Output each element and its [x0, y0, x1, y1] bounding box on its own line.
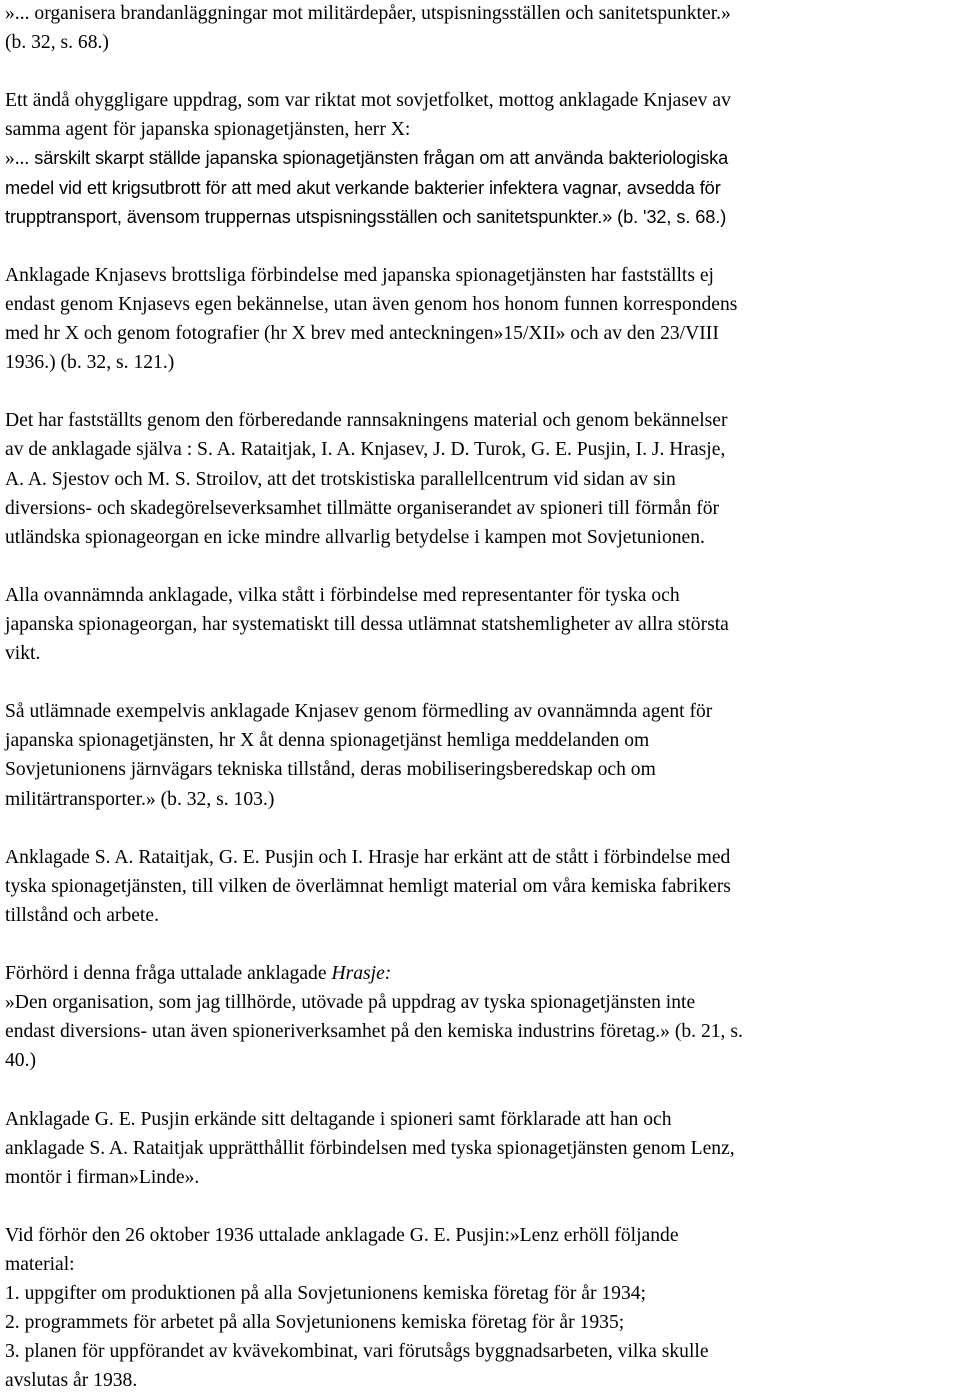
text-line: (b. 32, s. 68.) — [5, 32, 109, 54]
paragraph-1 — [5, 0, 957, 57]
text-line: medel vid ett krigsutbrott för att med akut verkande bakterier infektera vagnar, avsedda för — [5, 177, 721, 198]
list-item: 3. planen för uppförandet av kvävekombinat, vari förutsågs byggnadsarbeten, vilka skulle — [5, 1341, 709, 1363]
text-line: Sovjetunionens järnvägars tekniska tillstånd, deras mobiliseringsberedskap och om — [5, 759, 656, 781]
paragraph-8 — [5, 843, 957, 930]
text-line: Vid förhör den 26 oktober 1936 uttalade anklagade G. E. Pusjin:»Lenz erhöll följande — [5, 1224, 679, 1246]
text-line: »... organisera brandanläggningar mot militärdepåer, utspisningsställen och sanitetspunkter.» — [5, 3, 731, 24]
text-line: samma agent för japanska spionagetjänsten, herr X: — [5, 119, 411, 141]
paragraph-10 — [5, 1105, 957, 1192]
paragraph-4 — [5, 261, 957, 377]
text-line: Så utlämnade exempelvis anklagade Knjasev genom förmedling av ovannämnda agent för — [5, 701, 713, 723]
text-line: trupptransport, ävensom truppernas utspisningsställen och sanitetspunkter.» (b. '32, s. 68.) — [5, 206, 727, 227]
text-line: diversions- och skadegörelseverksamhet tillmätte organiserandet av spioneri till förmån för — [5, 497, 720, 519]
text-line: utländska spionageorgan en icke mindre allvarlig betydelse i kampen mot Sovjetunionen. — [5, 526, 705, 548]
text-line: Anklagade G. E. Pusjin erkände sitt deltagande i spioneri samt förklarade att han och — [5, 1108, 672, 1130]
text-line: »Den organisation, som jag tillhörde, utövade på uppdrag av tyska spionagetjänsten inte — [5, 992, 696, 1014]
text-line: montör i firman»Linde». — [5, 1166, 200, 1188]
text-line: Ett ändå ohyggligare uppdrag, som var riktat mot sovjetfolket, mottog anklagade Knjasev av — [5, 90, 731, 112]
text-line: Anklagade Knjasevs brottsliga förbindelse med japanska spionagetjänsten har fastställts ej — [5, 264, 714, 286]
text-line: tillstånd och arbete. — [5, 904, 159, 926]
text-line: Alla ovannämnda anklagade, vilka stått i förbindelse med representanter för tyska och — [5, 584, 680, 606]
text-line: tyska spionagetjänsten, till vilken de överlämnat hemligt material om våra kemiska fabrikers — [5, 875, 731, 897]
text-line: anklagade S. A. Rataitjak upprätthållit förbindelsen med tyska spionagetjänsten genom Lenz, — [5, 1137, 735, 1159]
paragraph-3-quote — [5, 144, 957, 231]
list-item: 2. programmets för arbetet på alla Sovjetunionens kemiska företag för år 1935; — [5, 1312, 625, 1334]
text-line: 1936.) (b. 32, s. 121.) — [5, 352, 175, 374]
quote-text: . särskilt skarpt ställde japanska spionagetjänsten frågan om att använda bakteriologiska — [24, 148, 729, 169]
text-line: Det har fastställts genom den förberedande rannsakningens material och genom bekännelser — [5, 410, 728, 432]
intro-text: Förhörd i denna fråga uttalade anklagade — [5, 963, 332, 985]
text-line: endast diversions- utan även spioneriverksamhet på den kemiska industrins företag.» (b. 21, s. — [5, 1021, 743, 1043]
text-line: avslutas år 1938. — [5, 1370, 138, 1392]
paragraph-11 — [5, 1221, 957, 1396]
quote-lead: ».. — [5, 148, 25, 170]
text-line — [5, 959, 957, 988]
text-line: A. A. Sjestov och M. S. Stroilov, att det trotskistiska parallellcentrum vid sidan av sin — [5, 468, 676, 490]
text-line — [5, 144, 957, 173]
text-line: japanska spionagetjänsten, hr X åt denna spionagetjänst hemliga meddelanden om — [5, 730, 650, 752]
paragraph-5 — [5, 406, 957, 551]
text-line: av de anklagade själva : S. A. Rataitjak, I. A. Knjasev, J. D. Turok, G. E. Pusjin, I. J. Hrasje, — [5, 439, 726, 461]
speaker-name: Hrasje: — [331, 963, 392, 985]
paragraph-2 — [5, 86, 957, 144]
paragraph-7 — [5, 697, 957, 813]
list-item: 1. uppgifter om produktionen på alla Sovjetunionens kemiska företag för år 1934; — [5, 1283, 646, 1305]
text-line: endast genom Knjasevs egen bekännelse, utan även genom hos honom funnen korrespondens — [5, 293, 738, 315]
text-line: militärtransporter.» (b. 32, s. 103.) — [5, 788, 275, 810]
text-line: 40.) — [5, 1050, 37, 1072]
text-line: med hr X och genom fotografier (hr X brev med anteckningen»15/XII» och av den 23/VIII — [5, 323, 719, 345]
text-line: material: — [5, 1254, 75, 1276]
paragraph-6 — [5, 581, 957, 668]
text-line: japanska spionageorgan, har systematiskt till dessa utlämnat statshemligheter av allra största — [5, 613, 729, 635]
text-line: vikt. — [5, 643, 41, 665]
text-line: Anklagade S. A. Rataitjak, G. E. Pusjin och I. Hrasje har erkänt att de stått i förbindelse med — [5, 846, 731, 868]
document-page — [5, 0, 957, 1396]
paragraph-9 — [5, 959, 957, 1075]
